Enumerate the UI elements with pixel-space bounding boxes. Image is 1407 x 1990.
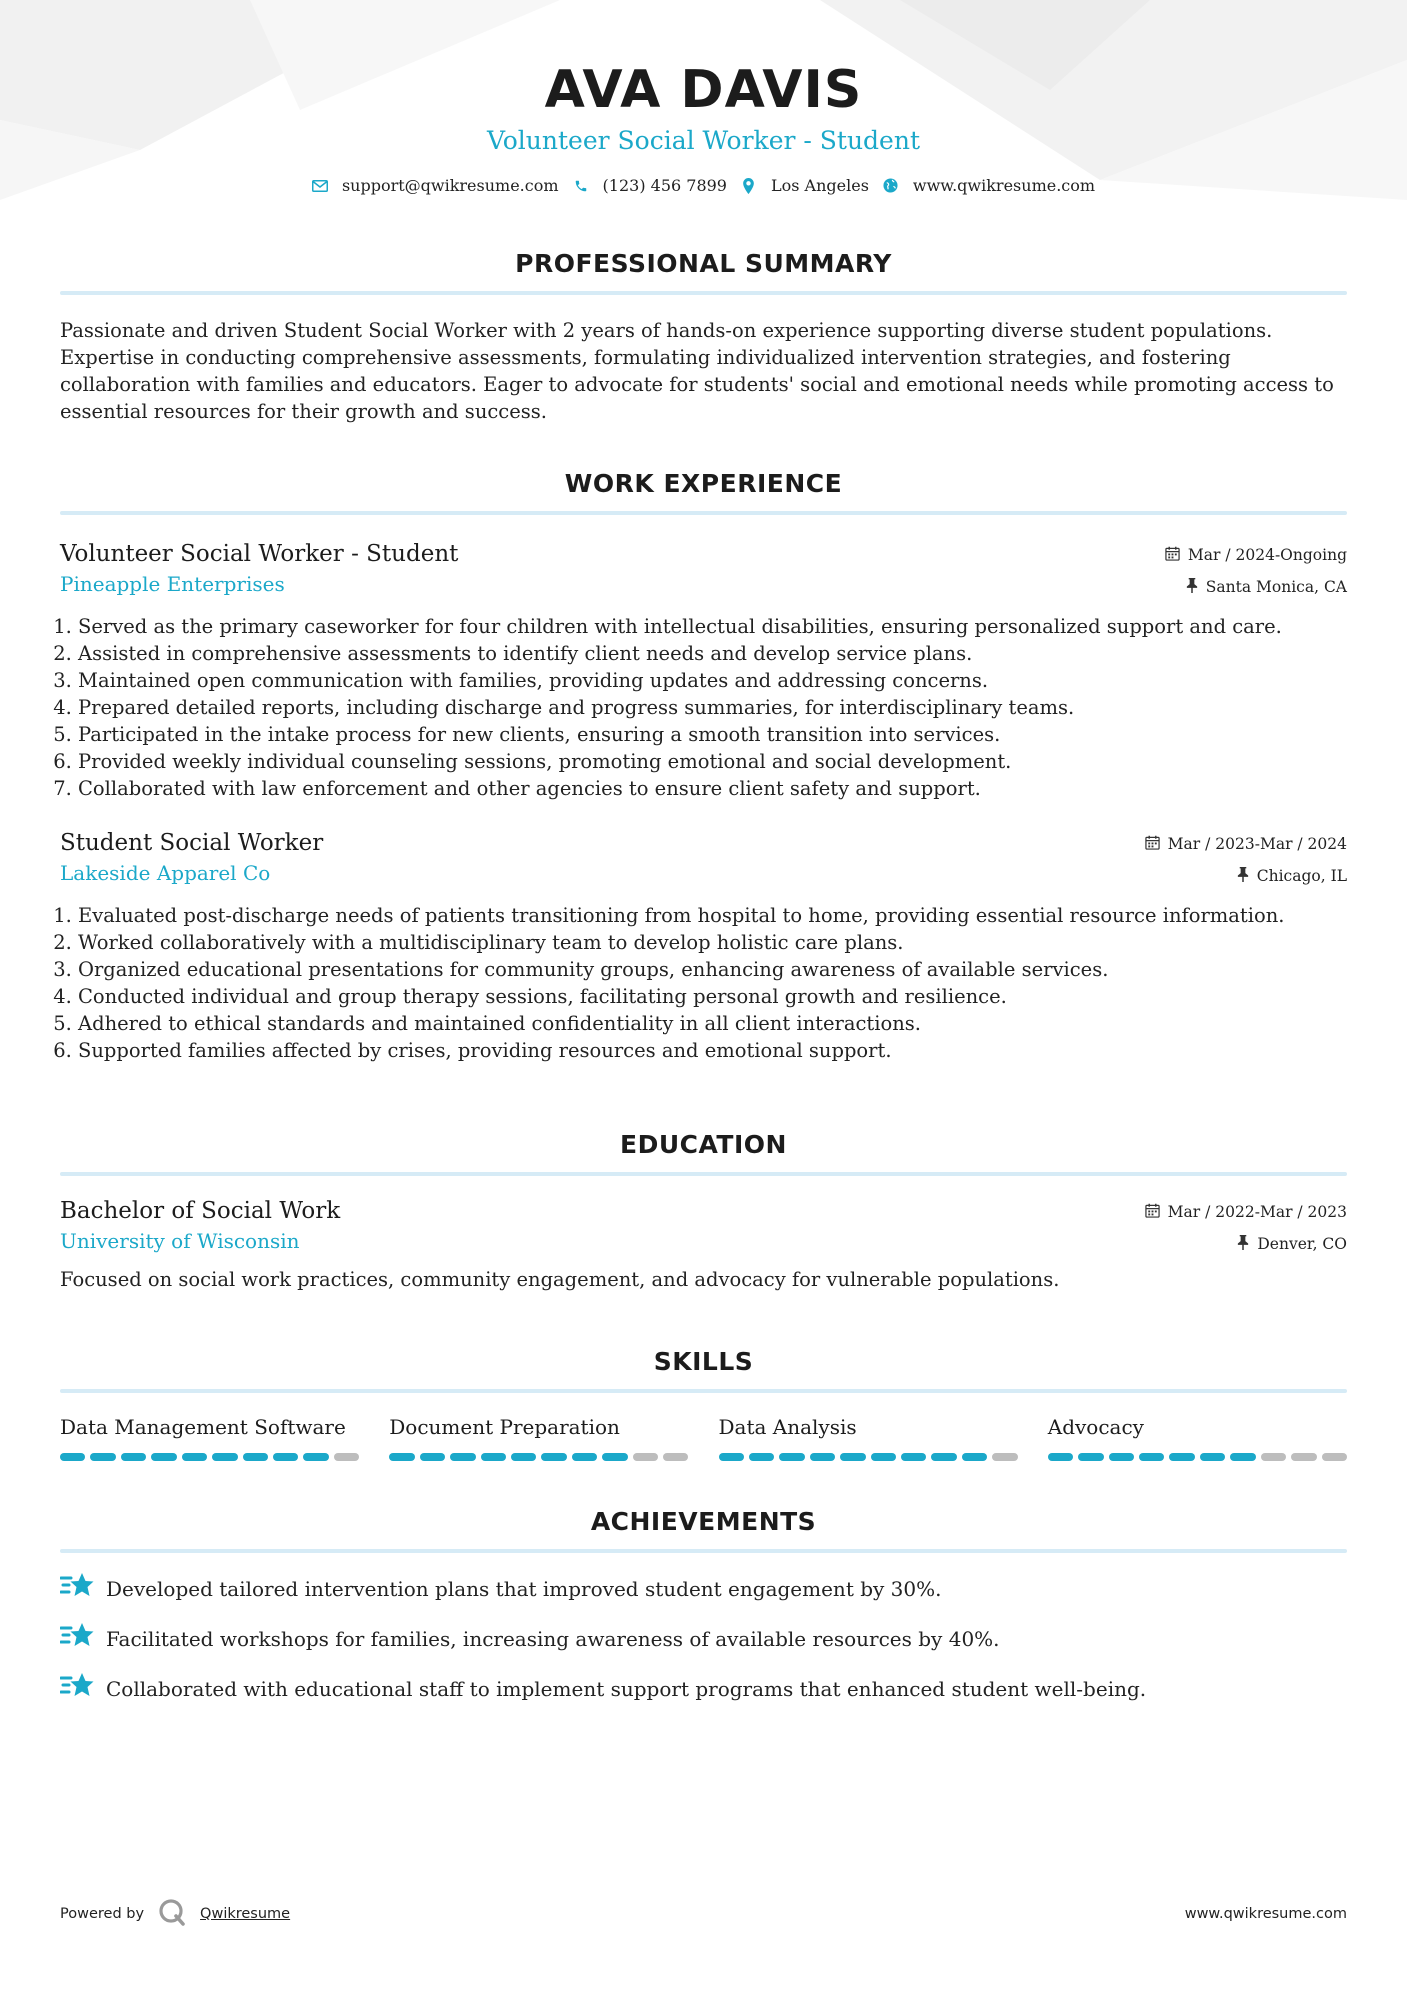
footer-website[interactable]: www.qwikresume.com (1184, 1906, 1347, 1922)
phone-icon (573, 178, 589, 194)
experience-section (60, 467, 1347, 1064)
achievement-text: Developed tailored intervention plans that improved student engagement by 30%. (106, 1576, 942, 1601)
calendar-icon (1145, 835, 1160, 854)
list-item (60, 1621, 1347, 1656)
calendar-icon (1165, 546, 1180, 565)
section-divider (60, 1549, 1347, 1553)
skill-item (60, 1413, 359, 1461)
star-award-icon (60, 1621, 94, 1656)
skill-dot-filled (749, 1453, 774, 1461)
education-school: University of Wisconsin (60, 1229, 300, 1253)
qwikresume-logo-icon (158, 1898, 186, 1930)
skill-dot-filled (243, 1453, 268, 1461)
skill-level-meter (1048, 1453, 1347, 1461)
skill-dot-empty (1261, 1453, 1286, 1461)
list-item: 4. Conducted individual and group therapy sessions, facilitating personal growth and resilience. (78, 983, 1347, 1010)
skill-dot-filled (182, 1453, 207, 1461)
candidate-title: Volunteer Social Worker - Student (486, 126, 921, 155)
summary-section (60, 247, 1347, 425)
skill-dot-filled (273, 1453, 298, 1461)
skill-dot-filled (511, 1453, 536, 1461)
contact-email-text: support@qwikresume.com (341, 176, 559, 195)
section-divider (60, 1389, 1347, 1393)
job-company: Lakeside Apparel Co (60, 861, 271, 885)
job-location: Chicago, IL (1256, 867, 1347, 885)
brand-link[interactable]: Qwikresume (200, 1906, 291, 1922)
education-description: Focused on social work practices, community engagement, and advocacy for vulnerable populations. (60, 1268, 1060, 1291)
skill-dot-filled (389, 1453, 414, 1461)
globe-icon (883, 178, 899, 194)
education-entry (60, 1196, 1347, 1293)
skill-dot-filled (1200, 1453, 1225, 1461)
list-item: 4. Prepared detailed reports, including discharge and progress summaries, for interdisciplinary teams. (78, 694, 1347, 721)
skill-dot-filled (901, 1453, 926, 1461)
skill-level-meter (60, 1453, 359, 1461)
list-item: 6. Supported families affected by crises, providing resources and emotional support. (78, 1037, 1347, 1064)
skill-dot-filled (1109, 1453, 1134, 1461)
skills-section (60, 1345, 1347, 1461)
list-item: 6. Provided weekly individual counseling sessions, promoting emotional and social development. (78, 748, 1347, 775)
envelope-icon (312, 178, 328, 194)
job-entry (60, 828, 1347, 1064)
experience-heading: WORK EXPERIENCE (564, 469, 843, 498)
skill-dot-filled (840, 1453, 865, 1461)
list-item (60, 1671, 1347, 1706)
summary-text: Passionate and driven Student Social Worker with 2 years of hands-on experience supporting diverse student populations. Expertise in conducting comprehensive assessments, formulating individualized intervention strategies, and fostering collaboration with families and educators. Eager to advocate for students' social and emotional needs while promoting access to essential resources for their growth and success. (60, 319, 1334, 423)
skill-dot-empty (1291, 1453, 1316, 1461)
skill-dot-filled (602, 1453, 627, 1461)
skill-dot-empty (334, 1453, 359, 1461)
skill-item (389, 1413, 688, 1461)
skill-dot-empty (1322, 1453, 1347, 1461)
contact-website-text: www.qwikresume.com (912, 176, 1096, 195)
star-award-icon (60, 1571, 94, 1606)
skill-dot-empty (992, 1453, 1017, 1461)
education-date: Mar / 2022-Mar / 2023 (1167, 1203, 1347, 1221)
skill-dot-filled (931, 1453, 956, 1461)
job-bullets (60, 902, 1347, 1064)
job-date: Mar / 2023-Mar / 2024 (1167, 835, 1347, 853)
page-footer (60, 1898, 1347, 1930)
skill-dot-filled (871, 1453, 896, 1461)
skill-dot-empty (633, 1453, 658, 1461)
list-item: 5. Participated in the intake process for new clients, ensuring a smooth transition into services. (78, 721, 1347, 748)
skill-dot-filled (121, 1453, 146, 1461)
star-award-icon (60, 1671, 94, 1706)
list-item: 3. Maintained open communication with families, providing updates and addressing concerns. (78, 667, 1347, 694)
skill-dot-filled (481, 1453, 506, 1461)
contact-phone[interactable] (573, 176, 727, 195)
skill-dot-filled (810, 1453, 835, 1461)
skill-level-meter (719, 1453, 1018, 1461)
education-degree: Bachelor of Social Work (60, 1198, 341, 1224)
achievements-list (60, 1571, 1347, 1706)
contact-bar (60, 176, 1347, 195)
job-bullets (60, 613, 1347, 802)
list-item: 1. Evaluated post-discharge needs of patients transitioning from hospital to home, providing essential resource information. (78, 902, 1347, 929)
list-item: 2. Worked collaboratively with a multidisciplinary team to develop holistic care plans. (78, 929, 1347, 956)
resume-header (60, 0, 1347, 195)
achievements-heading: ACHIEVEMENTS (590, 1507, 817, 1536)
skill-dot-filled (60, 1453, 85, 1461)
list-item: 2. Assisted in comprehensive assessments to identify client needs and develop service plans. (78, 640, 1347, 667)
job-date: Mar / 2024-Ongoing (1187, 546, 1347, 564)
list-item: 3. Organized educational presentations for community groups, enhancing awareness of available services. (78, 956, 1347, 983)
contact-website[interactable] (883, 176, 1095, 195)
candidate-name: AVA DAVIS (544, 60, 863, 120)
skill-dot-empty (663, 1453, 688, 1461)
skill-dot-filled (719, 1453, 744, 1461)
skill-dot-filled (1169, 1453, 1194, 1461)
skills-heading: SKILLS (653, 1347, 754, 1376)
contact-location (741, 176, 869, 195)
skill-dot-filled (572, 1453, 597, 1461)
calendar-icon (1145, 1203, 1160, 1222)
skill-dot-filled (303, 1453, 328, 1461)
skill-dot-filled (1048, 1453, 1073, 1461)
job-location: Santa Monica, CA (1205, 578, 1347, 596)
contact-phone-text: (123) 456 7899 (602, 176, 727, 195)
section-divider (60, 1172, 1347, 1176)
job-title: Student Social Worker (60, 830, 324, 856)
skill-dot-filled (212, 1453, 237, 1461)
section-divider (60, 511, 1347, 515)
summary-heading: PROFESSIONAL SUMMARY (515, 249, 892, 278)
skill-dot-filled (1078, 1453, 1103, 1461)
skill-dot-filled (90, 1453, 115, 1461)
skills-grid (60, 1413, 1347, 1461)
skill-name: Advocacy (1047, 1415, 1144, 1439)
pushpin-icon (1237, 867, 1249, 886)
education-location: Denver, CO (1257, 1235, 1347, 1253)
list-item (60, 1571, 1347, 1606)
education-section (60, 1128, 1347, 1293)
contact-email[interactable] (312, 176, 559, 195)
skill-level-meter (389, 1453, 688, 1461)
achievement-text: Collaborated with educational staff to implement support programs that enhanced student well-being. (106, 1676, 1147, 1701)
achievement-text: Facilitated workshops for families, increasing awareness of available resources by 40%. (106, 1626, 1000, 1651)
job-entry (60, 539, 1347, 802)
map-pin-icon (741, 178, 757, 194)
skill-dot-filled (1230, 1453, 1255, 1461)
skill-dot-filled (1139, 1453, 1164, 1461)
skill-name: Document Preparation (389, 1415, 620, 1439)
powered-by-label: Powered by (60, 1906, 145, 1922)
pushpin-icon (1186, 578, 1198, 597)
skill-name: Data Analysis (718, 1415, 857, 1439)
skill-item (1048, 1413, 1347, 1461)
skill-dot-filled (779, 1453, 804, 1461)
skill-dot-filled (420, 1453, 445, 1461)
education-heading: EDUCATION (620, 1130, 787, 1159)
skill-dot-filled (541, 1453, 566, 1461)
list-item: 7. Collaborated with law enforcement and other agencies to ensure client safety and support. (78, 775, 1347, 802)
skill-dot-filled (450, 1453, 475, 1461)
job-title: Volunteer Social Worker - Student (60, 541, 459, 567)
list-item: 5. Adhered to ethical standards and maintained confidentiality in all client interactions. (78, 1010, 1347, 1037)
pushpin-icon (1237, 1235, 1249, 1254)
achievements-section (60, 1505, 1347, 1706)
section-divider (60, 291, 1347, 295)
skill-dot-filled (151, 1453, 176, 1461)
skill-dot-filled (962, 1453, 987, 1461)
contact-location-text: Los Angeles (770, 176, 869, 195)
skill-name: Data Management Software (60, 1415, 346, 1439)
list-item: 1. Served as the primary caseworker for four children with intellectual disabilities, ensuring personalized support and care. (78, 613, 1347, 640)
skill-item (719, 1413, 1018, 1461)
job-company: Pineapple Enterprises (60, 572, 285, 596)
